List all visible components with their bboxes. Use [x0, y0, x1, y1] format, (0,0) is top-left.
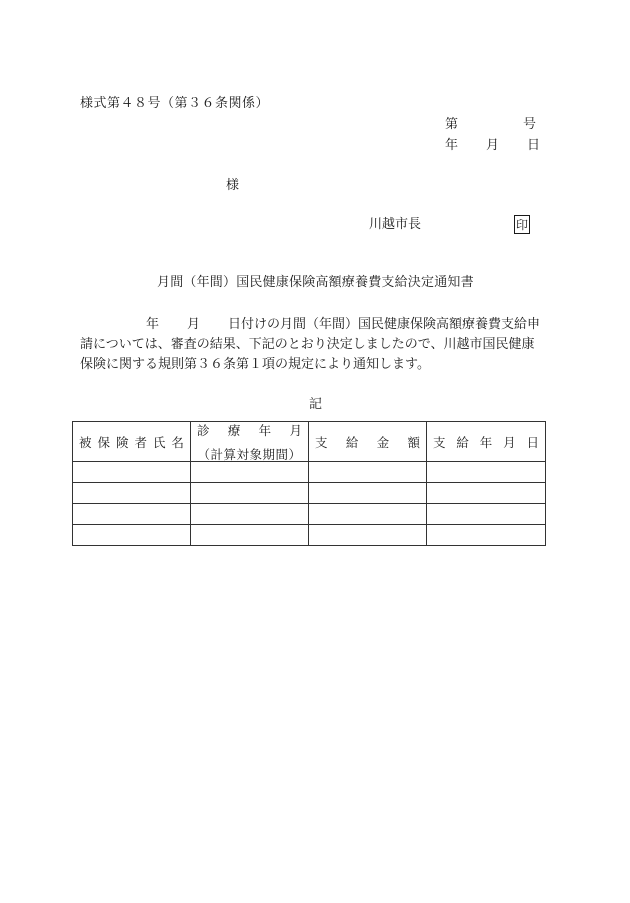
table-cell: [73, 504, 191, 525]
header-insured-name-char: 保: [97, 434, 110, 450]
header-payment-date: [427, 422, 546, 462]
table-cell: [73, 525, 191, 546]
header-benefit-amount-char: 額: [407, 434, 420, 450]
table-cell: [73, 483, 191, 504]
addressee-honorific: 様: [226, 178, 240, 193]
header-benefit-amount: [309, 422, 427, 462]
header-benefit-amount-char: 支: [315, 434, 328, 450]
header-insured-name: [73, 422, 191, 462]
header-treatment-month-char: 療: [227, 422, 241, 438]
body-line-3: 保険に関する規則第３６条第１項の規定により通知します。: [80, 357, 430, 372]
table-row: [73, 504, 546, 525]
form-number: 様式第４８号（第３６条関係）: [80, 96, 270, 111]
header-insured-name-char: 氏: [152, 434, 166, 450]
header-insured-name-char: 険: [115, 434, 129, 450]
body-line-2: 請については、審査の結果、下記のとおり決定しましたので、川越市国民健康: [80, 337, 535, 352]
table-cell: [427, 483, 546, 504]
table-row: [73, 483, 546, 504]
document-number-prefix: 第: [445, 117, 459, 132]
header-payment-date-char: 月: [503, 434, 516, 450]
table-cell: [309, 483, 427, 504]
body-line-1: [80, 318, 550, 331]
document-title: 月間（年間）国民健康保険高額療養費支給決定通知書: [157, 275, 474, 290]
table-cell: [427, 462, 546, 483]
header-payment-date-char: 支: [433, 434, 446, 450]
header-treatment-month-char: 月: [289, 422, 302, 438]
header-benefit-amount-char: 金: [376, 434, 390, 450]
seal-mark: 印: [514, 215, 530, 234]
table-cell: [427, 504, 546, 525]
header-payment-date-char: 給: [456, 434, 469, 450]
body-year-label: 年: [146, 317, 160, 332]
table-cell: [309, 462, 427, 483]
header-insured-name-char: 被: [79, 434, 92, 450]
table-cell: [73, 462, 191, 483]
table-cell: [191, 504, 309, 525]
table-cell: [309, 504, 427, 525]
table-row: [73, 462, 546, 483]
body-line-1-text: 日付けの月間（年間）国民健康保険高額療養費支給申: [228, 317, 541, 332]
benefit-table: [72, 421, 546, 546]
table-cell: [309, 525, 427, 546]
table-header-row: [73, 422, 546, 462]
header-insured-name-char: 名: [171, 434, 184, 450]
header-payment-date-char: 年: [479, 434, 493, 450]
date-year-label: 年: [445, 138, 459, 153]
header-insured-name-char: 者: [134, 434, 147, 450]
table-row: [73, 525, 546, 546]
header-benefit-amount-char: 給: [345, 434, 359, 450]
header-treatment-month: [191, 422, 309, 462]
date-month-label: 月: [486, 138, 500, 153]
date-day-label: 日: [527, 138, 541, 153]
table-cell: [191, 462, 309, 483]
header-treatment-month-char: 診: [197, 422, 210, 438]
table-cell: [191, 483, 309, 504]
header-calculation-period: （計算対象期間）: [197, 446, 302, 462]
body-month-label: 月: [187, 317, 201, 332]
header-treatment-month-char: 年: [258, 422, 272, 438]
table-cell: [191, 525, 309, 546]
document-number-suffix: 号: [523, 117, 537, 132]
table-cell: [427, 525, 546, 546]
ki-heading: 記: [309, 397, 323, 412]
issuer-name: 川越市長: [369, 217, 422, 232]
header-payment-date-char: 日: [526, 434, 539, 450]
